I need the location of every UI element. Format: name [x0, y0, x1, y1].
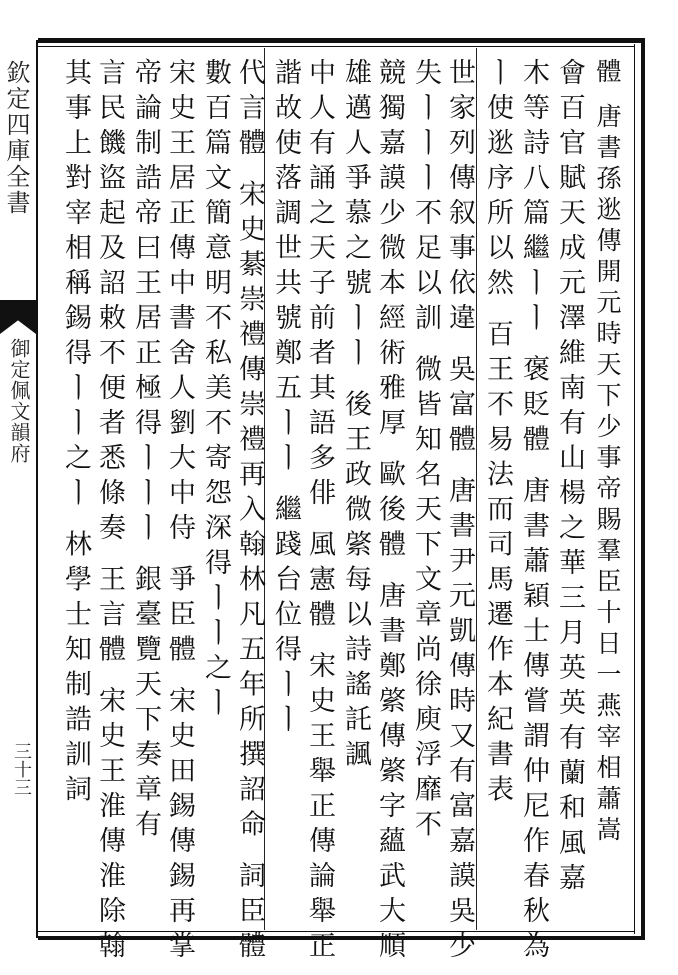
- text-column: 中人有誦之天子前者其語多俳 風憲體 宋史王舉正傳論舉正: [304, 58, 335, 967]
- text-column: ㅣ使逖序所以然 百王不易法而司馬遷作本紀書表: [482, 58, 513, 810]
- text-column: 宋史王居正傳中書舍人劉大中侍 爭臣體 宋史田錫傳錫再掌: [164, 58, 195, 967]
- page-number: 三十三: [11, 742, 32, 796]
- text-column: 數百篇文簡意明不私美不寄怨深得ㅣㅣ之ㅣ: [200, 58, 231, 723]
- frame-border-right-inner: [634, 44, 635, 934]
- margin-rule: [36, 40, 38, 938]
- frame-border-top-inner: [38, 46, 634, 47]
- text-column: 會百官賦天成元澤維南有山楊之華三月英英有蘭和風嘉: [554, 58, 585, 898]
- text-column: 言民饑盜起及詔敕不便者悉條奏 王言體 宋史王淮傳淮除翰: [94, 58, 125, 967]
- text-column: 失ㅣㅣㅣ不足以訓 微皆知名天下文章尚徐庾浮靡不: [410, 58, 441, 845]
- text-column: 雄邁人爭慕之號ㅣㅣ 後王政微綮每以詩謠託諷: [340, 58, 371, 775]
- frame-border-top: [38, 38, 644, 43]
- text-column: 諧故使落調世共號鄭五ㅣㅣ 繼踐台位得ㅣㅣ: [270, 58, 301, 740]
- text-column: 競獨嘉謨少微本經術雅厚 歐後體 唐書鄭綮傳綮字蘊武大順: [374, 58, 405, 967]
- book-title: 欽定四庫全書: [2, 60, 30, 216]
- text-column: 其事上對宰相稱錫得ㅣㅣ之ㅣ 林學士知制誥訓詞: [60, 58, 91, 810]
- text-column: 代言體 宋史綦崇禮傳崇禮再入翰林凡五年所撰詔命 詞臣體: [234, 58, 265, 967]
- text-column: 體 唐書孫逖傳開元時天下少事帝賜羣臣十日一燕宰相蕭嵩: [593, 58, 622, 847]
- text-column: 木等詩八篇繼ㅣㅣ 褒貶體 唐書蕭穎士傳嘗謂仲尼作春秋為: [518, 58, 549, 967]
- frame-border-bottom: [38, 936, 644, 940]
- text-column: 帝論制誥帝曰王居正極得ㅣㅣㅣ 銀臺覽天下奏章有: [130, 58, 161, 845]
- text-column: 世家列傳叙事依違 吳富體 唐書尹元凱傳時又有富嘉謨吳少: [444, 58, 475, 967]
- section-title: 御定佩文韻府: [7, 338, 31, 464]
- frame-border-right: [641, 38, 645, 940]
- column-divider: [476, 48, 477, 930]
